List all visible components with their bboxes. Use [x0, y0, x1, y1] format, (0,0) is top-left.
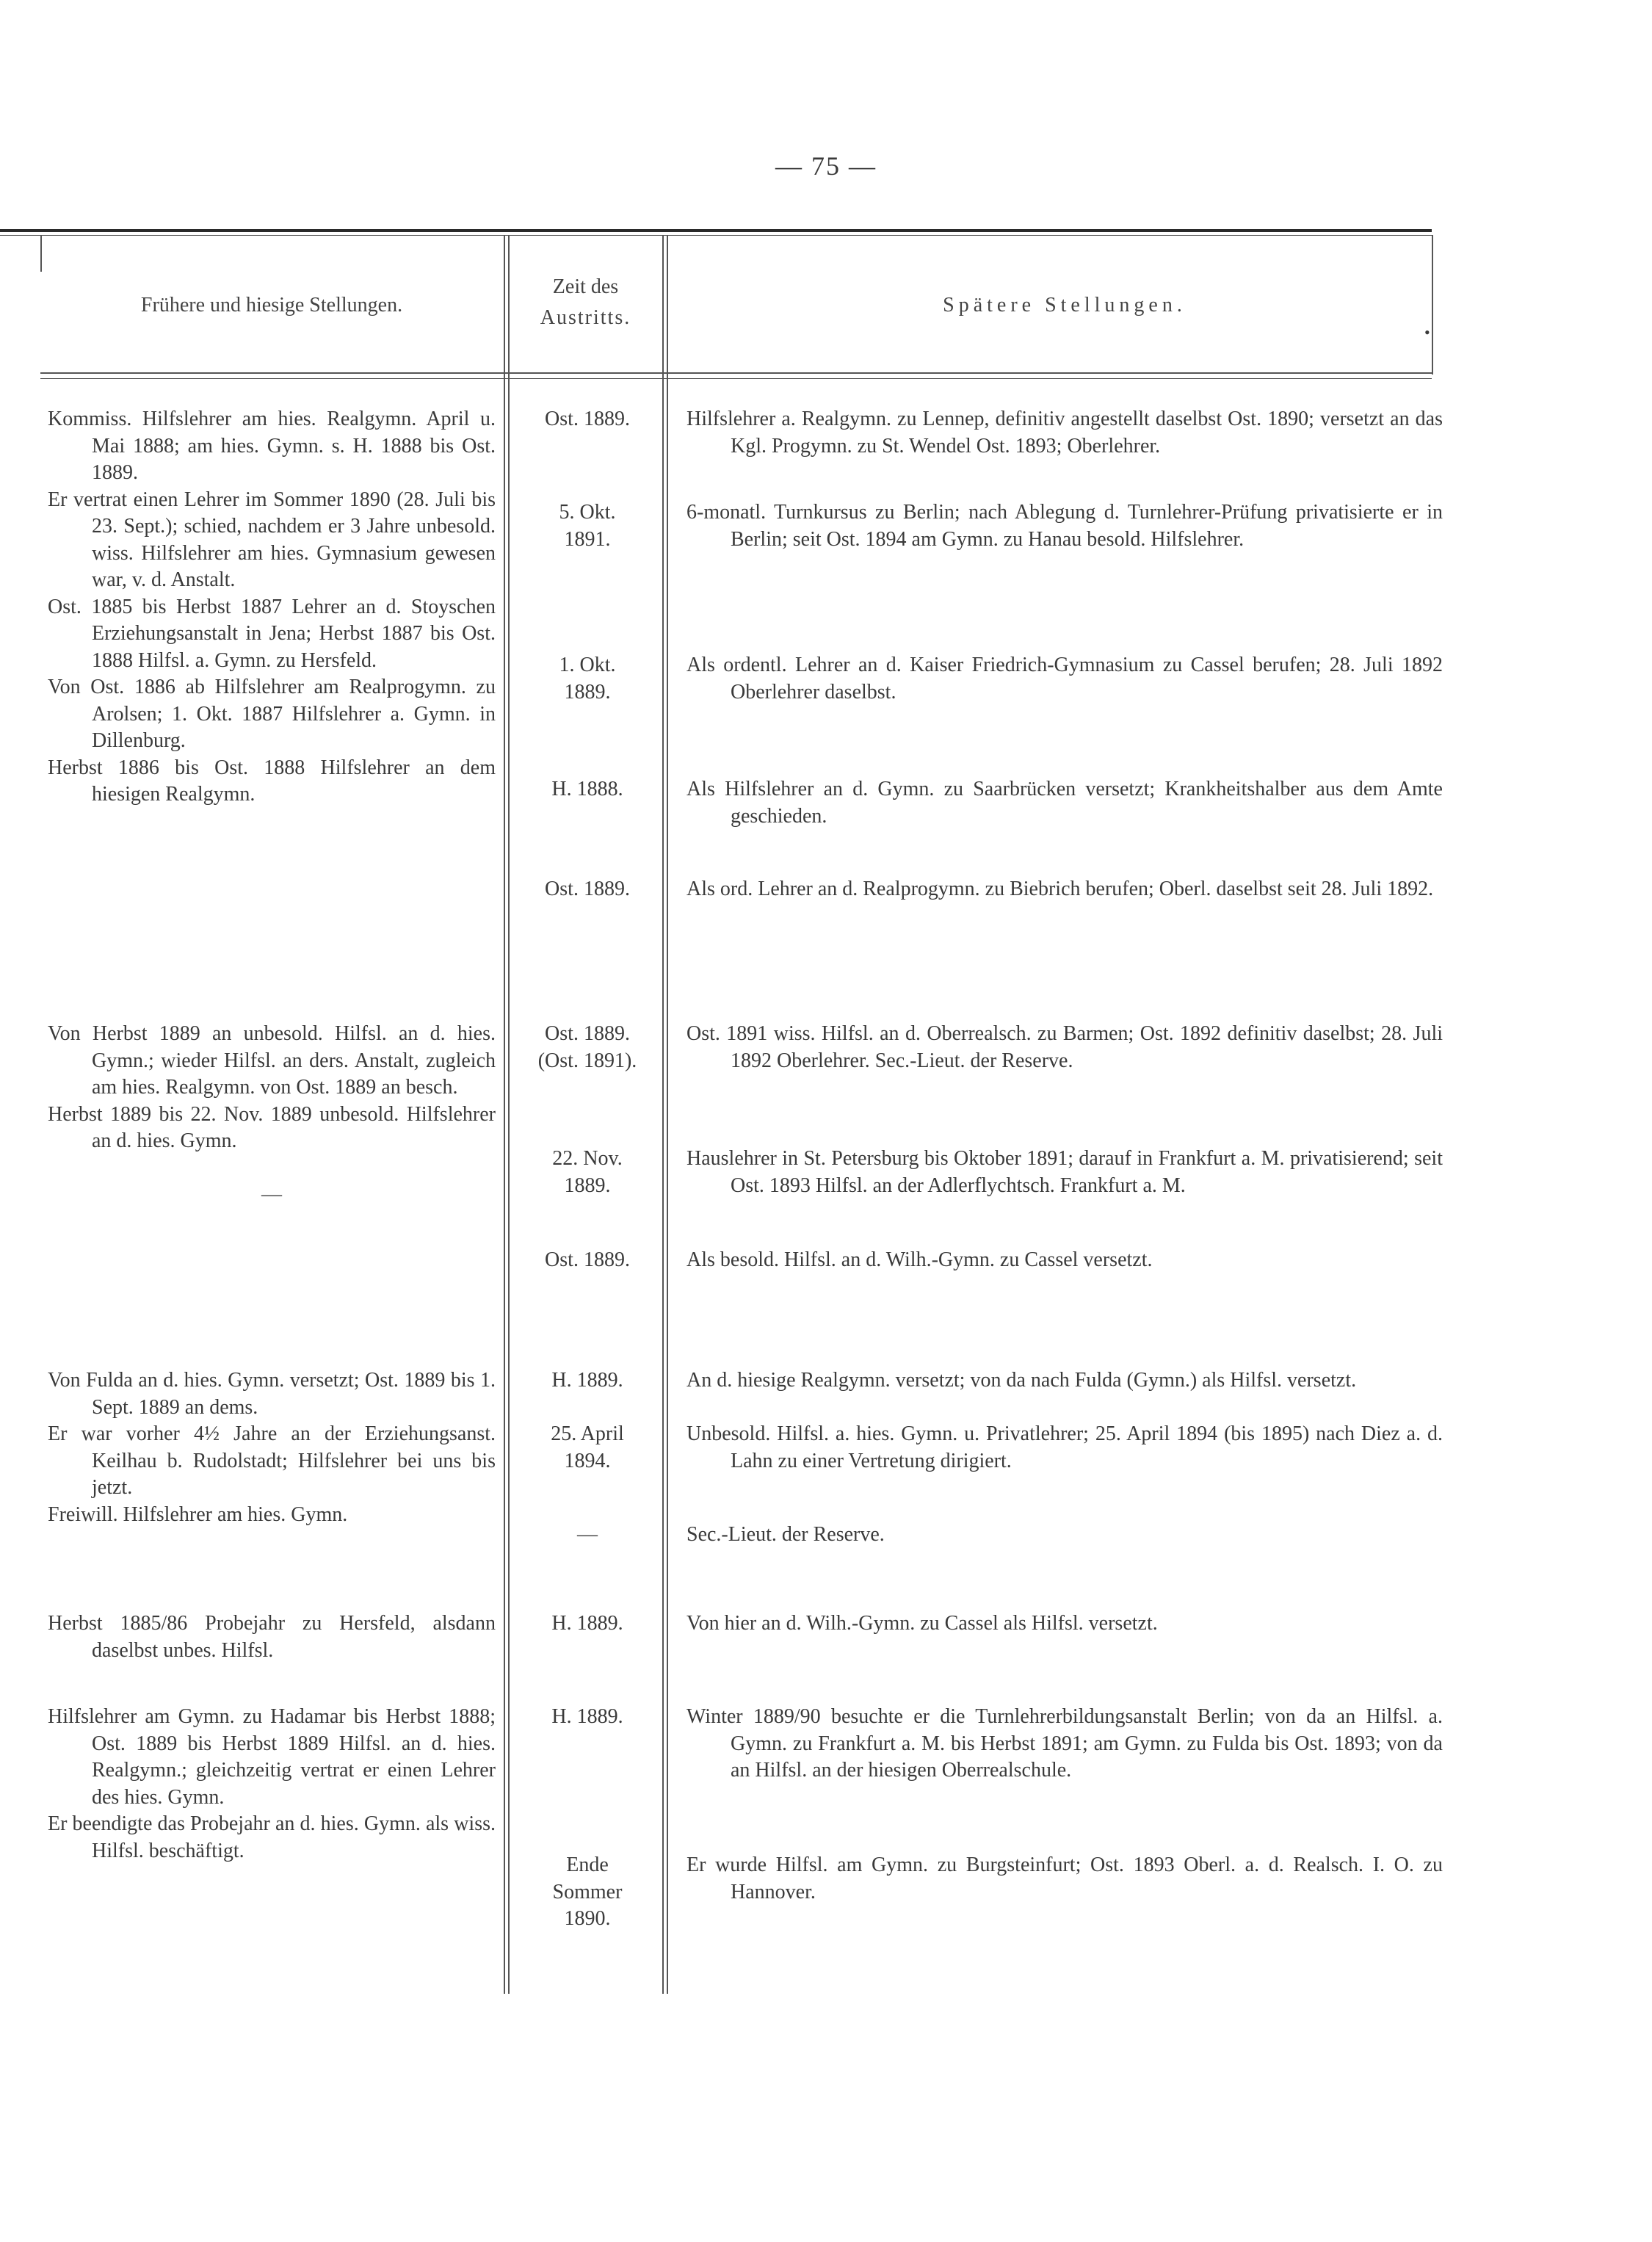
group-5-before [48, 1704, 496, 1865]
entry-2-2-before: Herbst 1889 bis 22. Nov. 1889 unbesold. Hilfslehrer an d. hies. Gymn. [48, 1102, 496, 1152]
entry-1-2-before: Er vertrat einen Lehrer im Sommer 1890 (28. Juli bis 23. Sept.); schied, nachdem er 3 Jahre unbesold. wiss. Hilfslehrer am hies. Gymnasium gewesen war, v. d. Anstalt. [48, 488, 496, 591]
divider-2 [662, 235, 664, 1994]
header-exit-time [510, 272, 661, 333]
page-number: — 75 — [775, 151, 877, 181]
exit-line: Ost. 1889. [545, 1248, 630, 1271]
later-text: Als ord. Lehrer an d. Realprogymn. zu Biebrich berufen; Oberl. daselbst seit 28. Juli 1892. [686, 878, 1434, 900]
entry-3-3-later [686, 1522, 1443, 1549]
later-text: Als besold. Hilfsl. an d. Wilh.-Gymn. zu Cassel versetzt. [686, 1248, 1153, 1271]
top-rule [0, 229, 1432, 232]
exit-line: H. 1888. [551, 778, 623, 800]
exit-line: H. 1889. [551, 1612, 623, 1635]
before-text: Herbst 1885/86 Probejahr zu Hersfeld, alsdann daselbst unbes. Hilfsl. [48, 1612, 496, 1662]
entry-3-2-before: Er war vorher 4½ Jahre an der Erziehungsanst. Keilhau b. Rudolstadt; Hilfslehrer bei uns bis jetzt. [48, 1422, 496, 1499]
exit-line: 1889. [564, 680, 611, 704]
exit-line: H. 1889. [551, 1705, 623, 1728]
entry-3-2-exit [514, 1421, 661, 1475]
exit-line: (Ost. 1891). [537, 1049, 637, 1072]
entry-2-3-exit [514, 1247, 661, 1274]
divider-1b [508, 235, 510, 1994]
header-exit-line1: Zeit des [552, 275, 619, 298]
entry-3-3-exit [514, 1522, 661, 1549]
entry-5-1-later [686, 1704, 1443, 1784]
later-text: Unbesold. Hilfsl. a. hies. Gymn. u. Privatlehrer; 25. April 1894 (bis 1895) nach Diez a. d. Lahn zu einer Vertretung dirigiert. [686, 1422, 1443, 1472]
entry-4-1-later [686, 1610, 1443, 1638]
exit-line: 1894. [564, 1449, 611, 1472]
entry-5-1-exit [514, 1704, 661, 1731]
later-text: An d. hiesige Realgymn. versetzt; von da nach Fulda (Gymn.) als Hilfsl. versetzt. [686, 1369, 1357, 1392]
entry-1-1-later [686, 406, 1443, 460]
later-text: Als Hilfslehrer an d. Gymn. zu Saarbrücken versetzt; Krankheitshalber aus dem Amte geschieden. [686, 778, 1443, 828]
later-text: Winter 1889/90 besuchte er die Turnlehrerbildungsanstalt Berlin; von da an Hilfsl. a. Gymn. zu Frankfurt a. M. bis Herbst 1891; am Gymn. zu Fulda bis Ost. 1893; von da an Hilfsl. an der hiesigen Oberrealschule. [686, 1705, 1443, 1782]
header-earlier-positions: Frühere und hiesige Stellungen. [140, 294, 403, 317]
entry-3-2-later [686, 1421, 1443, 1475]
exit-line: 25. April [551, 1422, 624, 1445]
entry-3-3-before: Freiwill. Hilfslehrer am hies. Gymn. [48, 1502, 348, 1526]
group-3-before [48, 1367, 496, 1528]
entry-2-2-later [686, 1146, 1443, 1199]
entry-2-1-before: Von Herbst 1889 an unbesold. Hilfsl. an d. hies. Gymn.; wieder Hilfsl. an ders. Anstalt, zugleich am hies. Realgymn. von Ost. 1889 an besch. [48, 1022, 496, 1099]
entry-5-2-later [686, 1852, 1443, 1906]
exit-line: 5. Okt. [559, 501, 616, 524]
entry-2-1-exit [514, 1021, 661, 1074]
entry-1-5-exit [514, 876, 661, 903]
later-text: Von hier an d. Wilh.-Gymn. zu Cassel als Hilfsl. versetzt. [686, 1612, 1158, 1635]
entry-2-2-exit [514, 1146, 661, 1199]
entry-3-1-later [686, 1367, 1443, 1395]
divider-2b [667, 235, 668, 1994]
header-rule-2 [40, 378, 1432, 379]
exit-line: H. 1889. [551, 1369, 623, 1392]
entry-1-2-exit [514, 499, 661, 553]
header-rule [40, 372, 1432, 374]
exit-line: Ende [566, 1854, 609, 1876]
group-2-before [48, 1021, 496, 1208]
entry-1-5-before: Herbst 1886 bis Ost. 1888 Hilfslehrer an dem hiesigen Realgymn. [48, 756, 496, 806]
entry-1-3-exit [514, 652, 661, 706]
entry-3-1-before: Von Fulda an d. hies. Gymn. versetzt; Ost. 1889 bis 1. Sept. 1889 an dems. [48, 1369, 496, 1419]
entry-2-3-before: — [261, 1182, 282, 1206]
entry-2-3-later [686, 1247, 1443, 1274]
later-text: Er wurde Hilfsl. am Gymn. zu Burgsteinfurt; Ost. 1893 Oberl. a. d. Realsch. I. O. zu Hannover. [686, 1854, 1443, 1903]
entry-1-4-later [686, 776, 1443, 830]
entry-1-3-later [686, 652, 1443, 706]
entry-2-1-later [686, 1021, 1443, 1074]
exit-line: Ost. 1889. [545, 1022, 630, 1045]
later-text: Ost. 1891 wiss. Hilfsl. an d. Oberrealsch. zu Barmen; Ost. 1892 definitiv daselbst; 28. Juli 1892 Oberlehrer. Sec.-Lieut. der Reserve. [686, 1022, 1443, 1072]
later-text: 6-monatl. Turnkursus zu Berlin; nach Ablegung d. Turnlehrer-Prüfung privatisierte er in Berlin; seit Ost. 1894 am Gymn. zu Hanau besold. Hilfslehrer. [686, 501, 1443, 551]
entry-5-1-before: Hilfslehrer am Gymn. zu Hadamar bis Herbst 1888; Ost. 1889 bis Herbst 1889 Hilfsl. an d. hies. Realgymn.; gleichzeitig vertrat er einen Lehrer des hies. Gymn. [48, 1705, 496, 1809]
exit-line: 1889. [564, 1174, 611, 1197]
speck: • [1424, 323, 1430, 341]
left-border [40, 235, 42, 272]
exit-line: Ost. 1889. [545, 878, 630, 900]
exit-line: — [577, 1523, 598, 1546]
entry-4-1-before [48, 1610, 496, 1664]
entry-4-1-exit [514, 1610, 661, 1638]
entry-1-4-exit [514, 776, 661, 803]
entry-1-2-later [686, 499, 1443, 553]
exit-line: 22. Nov. [552, 1147, 623, 1170]
exit-line: 1891. [564, 527, 611, 551]
entry-1-4-before: Von Ost. 1886 ab Hilfslehrer am Realprogymn. zu Arolsen; 1. Okt. 1887 Hilfslehrer a. Gymn. in Dillenburg. [48, 676, 496, 752]
group-1-before [48, 406, 496, 809]
entry-5-2-before: Er beendigte das Probejahr an d. hies. Gymn. als wiss. Hilfsl. beschäftigt. [48, 1812, 496, 1862]
exit-line: 1890. [564, 1907, 611, 1930]
entry-5-2-exit [514, 1852, 661, 1933]
exit-line: Ost. 1889. [545, 408, 630, 430]
top-rule-thin [0, 235, 1432, 236]
exit-line: Sommer [552, 1880, 623, 1903]
entry-1-1-before: Kommiss. Hilfslehrer am hies. Realgymn. April u. Mai 1888; am hies. Gymn. s. H. 1888 bis Ost. 1889. [48, 408, 496, 484]
later-text: Hilfslehrer a. Realgymn. zu Lennep, definitiv angestellt daselbst Ost. 1890; versetzt an das Kgl. Progymn. zu St. Wendel Ost. 1893; Oberlehrer. [686, 408, 1443, 458]
later-text: Als ordentl. Lehrer an d. Kaiser Friedrich-Gymnasium zu Cassel berufen; 28. Juli 1892 Oberlehrer daselbst. [686, 654, 1443, 704]
entry-1-5-later [686, 876, 1443, 903]
exit-line: 1. Okt. [559, 654, 616, 676]
divider-1 [504, 235, 505, 1994]
entry-1-3-before: Ost. 1885 bis Herbst 1887 Lehrer an d. Stoyschen Erziehungsanstalt in Jena; Herbst 1887 bis Ost. 1888 Hilfsl. a. Gymn. zu Hersfeld. [48, 595, 496, 672]
entry-1-1-exit [514, 406, 661, 433]
later-text: Sec.-Lieut. der Reserve. [686, 1523, 885, 1546]
entry-3-1-exit [514, 1367, 661, 1395]
header-later-positions: Spätere Stellungen. [943, 294, 1187, 317]
header-exit-line2: Austritts. [540, 306, 631, 329]
later-text: Hauslehrer in St. Petersburg bis Oktober 1891; darauf in Frankfurt a. M. privatisierend; seit Ost. 1893 Hilfsl. an der Adlerflychtsch. Frankfurt a. M. [686, 1147, 1443, 1197]
